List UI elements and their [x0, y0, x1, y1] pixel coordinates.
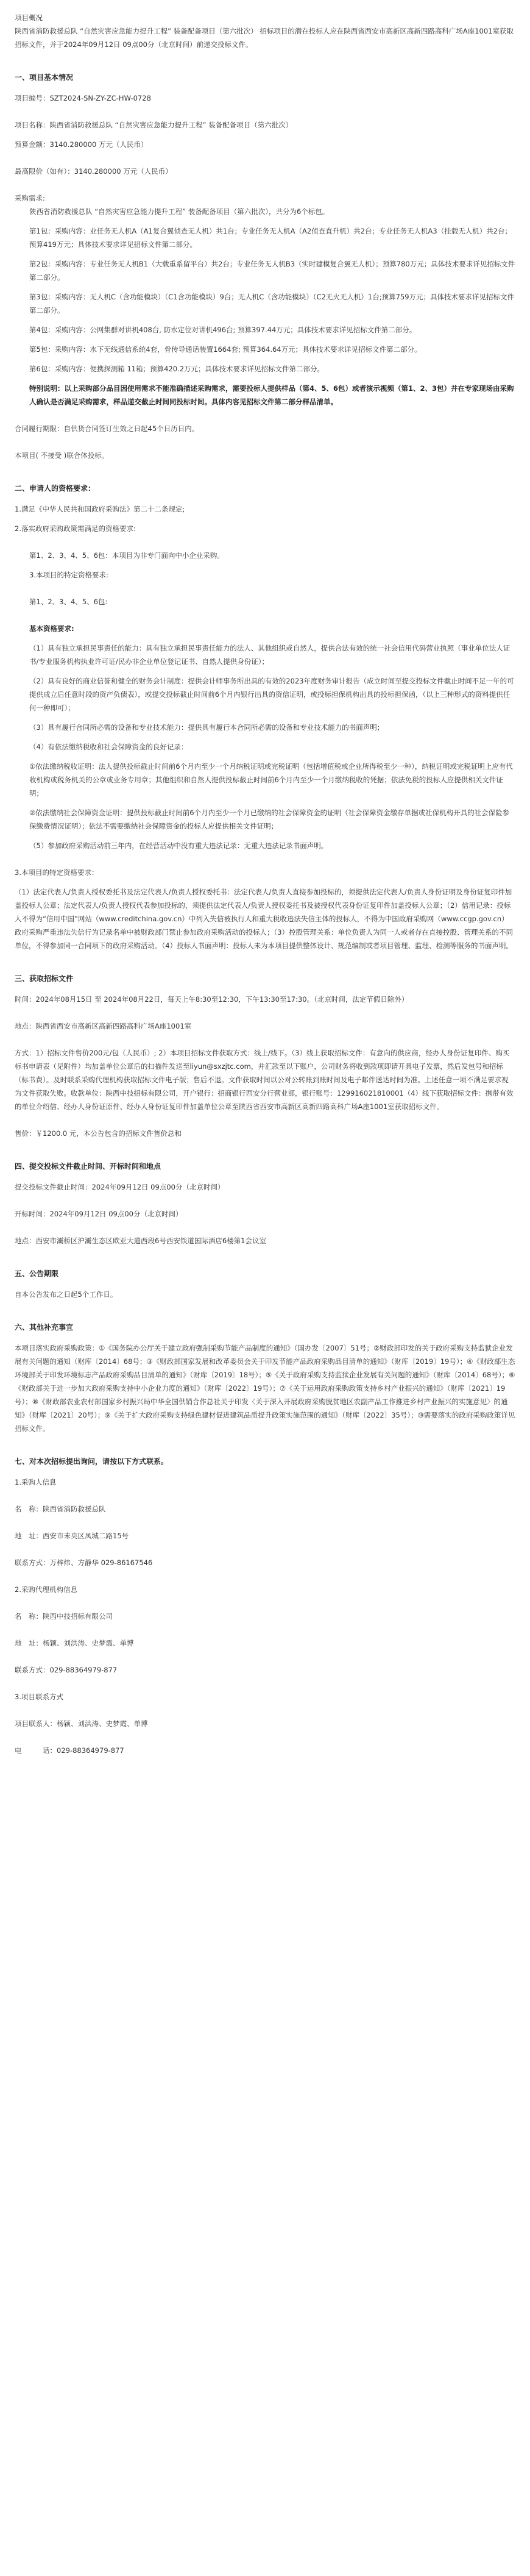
project-number: 项目编号：SZT2024-SN-ZY-ZC-HW-0728 — [15, 94, 151, 102]
overview-text: 陕西省消防救援总队 “自然灾害应急能力提升工程” 装备配备项目（第六批次） 招标项目的潜在投标人应在陕西省西安市高新区高新四路高科广场A座1001室获取招标文件，并于2024年09月12日 09点00分（北京时间）前递交投标文件。 — [15, 27, 514, 49]
budget-amount: 预算金额：3140.280000 万元（人民币） — [15, 140, 148, 149]
consortium-note: 本项目( 不接受 )联合体投标。 — [15, 451, 109, 460]
basic-requirement: （4）有依法缴纳税收和社会保障资金的良好记录： — [29, 743, 188, 751]
section-1-title: 一、项目基本情况 — [15, 73, 74, 82]
lot-6: 第6包：采购内容：便携探测箱 11箱；预算420.2万元；具体技术要求详见招标文件第二部分。 — [29, 365, 325, 373]
section-7-title: 七、对本次招标提出询问，请按以下方式联系。 — [15, 1457, 169, 1466]
agent-address: 地 址：杨颖、刘洪涛、史梦霞、单博 — [15, 1639, 134, 1647]
buyer-contact: 联系方式：万梓炜、方静华 029-86167546 — [15, 1558, 153, 1567]
requirements-intro: 陕西省消防救援总队 “自然灾害应急能力提升工程” 装备配备项目（第六批次），共分为6个标包。 — [29, 207, 330, 216]
opening-place: 地点：西安市灞桥区沪灞生态区欧亚大道西段6号西安铁道国际酒店6楼第1会议室 — [15, 1236, 266, 1245]
submission-deadline: 提交投标文件截止时间：2024年09月12日 09点00分（北京时间） — [15, 1183, 225, 1191]
policy-requirement: 第1、2、3、4、5、6包：本项目为非专门面向中小企业采购。 — [29, 551, 224, 560]
qualification-3: 3.本项目的特定资格要求: — [29, 571, 108, 579]
basic-requirement: ①依法缴纳税收证明：法人提供投标截止时间前6个月内至少一个月纳税证明或完税证明（包括增值税或企业所得税至少一种），纳税证明或完税证明上应有代收机构或税务机关的公章或业务专用章；其他组织和自然人提供投标截止时间前6个月内至少一个月缴纳税收的凭据；依法免税的投标人应提供相关文件证明； — [29, 762, 513, 797]
section-2-title: 二、申请人的资格要求： — [15, 484, 96, 493]
project-contact-phone: 电 话：029-88364979-877 — [15, 1746, 124, 1755]
notice-period: 自本公告发布之日起5个工作日。 — [15, 1290, 118, 1299]
basic-requirement: （5）参加政府采购活动前三年内，在经营活动中没有重大违法记录：无重大违法记录书面声明。 — [29, 841, 328, 850]
agent-info-title: 2.采购代理机构信息 — [15, 1585, 77, 1594]
section-4-title: 四、提交投标文件截止时间、开标时间和地点 — [15, 1162, 161, 1171]
special-note: 特别说明：以上采购部分品目因使用需求不能准确描述采购需求，需要投标人提供样品（第4、5、6包）或者演示视频（第1、2、3包）并在专家现场由采购人确认是否满足采购需求，样品递交截止时间同投标时间。具体内容见招标文件第二部分样品清单。 — [29, 384, 514, 406]
section-3-title: 三、获取招标文件 — [15, 974, 74, 983]
section-5-title: 五、公告期限 — [15, 1269, 59, 1278]
basic-requirement: （1）具有独立承担民事责任的能力：具有独立承担民事责任能力的法人、其他组织或自然人，提供合法有效的统一社会信用代码营业执照（事业单位法人证书/专业服务机构执业许可证/民办非企业单位登记证书、自然人提供身份证）； — [29, 644, 511, 666]
max-price: 最高限价（如有）：3140.280000 万元（人民币） — [15, 167, 172, 176]
project-name: 项目名称：陕西省消防救援总队 “自然灾害应急能力提升工程” 装备配备项目（第六批次） — [15, 121, 293, 129]
agent-contact: 联系方式：029-88364979-877 — [15, 1666, 118, 1674]
opening-time: 开标时间：2024年09月12日 09点00分（北京时间） — [15, 1210, 183, 1218]
project-contact-title: 3.项目联系方式 — [15, 1693, 63, 1701]
lot-1: 第1包：采购内容：业任务无人机A（A1复合翼侦查无人机）共1台；专业任务无人机A（A2侦查直升机）共2台；专业任务无人机A3（挂载无人机）共2台；预算419万元；具体技术要求详见招标文件第二部分。 — [29, 227, 512, 249]
buyer-address: 地 址：西安市未央区凤城二路15号 — [15, 1532, 129, 1540]
lot-3: 第3包：采购内容：无人机C（含功能模块）（C1含功能模块）9台；无人机C（含功能模块）（C2无火无人机）1台;预算759万元；具体技术要求详见招标文件第二部分。 — [29, 293, 515, 315]
basic-requirements-title: 基本资格要求: — [29, 624, 74, 633]
contract-term: 合同履行期限：自供货合同签订生效之日起45个日历日内。 — [15, 424, 199, 433]
section-6-title: 六、其他补充事宜 — [15, 1323, 74, 1332]
basic-requirement: （3）具有履行合同所必需的设备和专业技术能力：提供具有履行本合同所必需的设备和专业技术能力的书面声明； — [29, 723, 384, 732]
lot-2: 第2包：采购内容：专业任务无人机B1（大载重系留平台）共2台；专业任务无人机B3（实时建模复合翼无人机）；预算780万元；具体技术要求详见招标文件第二部分。 — [29, 260, 515, 282]
acquire-method: 方式：1）招标文件售价200元/包（人民币）; 2）本项目招标文件获取方式：线上/线下。（3）线上获取招标文件：有意向的供应商，经办人身份证复印件、购买标书申请表（见附件）均加盖单位公章后的扫描件发送至liyun@sxzjtc.com，并汇款至以下账户，公司财务将收到款项即请开具电子发票，然后发包号和招标（标书费）。及时联系采购代理机构获取招标文件电子版；售后不退。文件获取时间以公对公转账到账时间及电子邮件送达时间为准。上述任意一项不满足要求视为文件获取失败。收款单位：陕西中技招标有限公司，开户银行：招商银行西安分行营业部，银行账号：129916021810001（4）线下获取招标文件：携带有效的单位介绍信、经办人身份证原件、经办人身份证复印件加盖单位公章至陕西省西安市高新区高新四路高科广场A座1001室获取招标文件。 — [15, 1049, 514, 1111]
qualification-2: 2.落实政府采购政策需满足的资格要求: — [15, 524, 136, 533]
lot-5: 第5包：采购内容：水下无线通信系统4套，骨传导通话装置1664套; 预算364.64万元；具体技术要求详见招标文件第二部分。 — [29, 345, 422, 354]
acquire-time: 时间：2024年08月15日 至 2024年08月22日，每天上午8:30至12:30，下午13:30至17:30。（北京时间，法定节假日除外） — [15, 995, 409, 1004]
buyer-name: 名 称：陕西省消防救援总队 — [15, 1505, 106, 1513]
lots-line: 第1、2、3、4、5、6包: — [29, 598, 108, 606]
special-requirements-title: 3.本项目的特定资格要求： — [15, 868, 99, 877]
acquire-place: 地点：陕西省西安市高新区高新四路高科广场A座1001室 — [15, 1022, 192, 1030]
qualification-1: 1.满足《中华人民共和国政府采购法》第二十二条规定; — [15, 505, 185, 513]
lot-4: 第4包：采购内容：公网集群对讲机408台, 防水定位对讲机496台; 预算397.44万元；具体技术要求详见招标文件第二部分。 — [29, 326, 417, 334]
requirements-label: 采购需求: — [15, 194, 45, 202]
project-contact-name: 项目联系人：杨颖、刘洪涛、史梦霞、单博 — [15, 1719, 148, 1728]
basic-requirement: （2）具有良好的商业信誉和健全的财务会计制度：提供会计师事务所出具的有效的2023年度财务审计报告（成立时间至提交投标文件截止时间不足一年的可提供成立后任意时段的资产负债表），或提交投标截止时间前6个月内银行出具的资信证明，或投标担保机构出具的投标担保函，（以上三种形式的资料提供任何一种即可）； — [29, 677, 514, 712]
buyer-info-title: 1.采购人信息 — [15, 1478, 57, 1486]
special-requirements-text: （1）法定代表人/负责人授权委托书及法定代表人/负责人授权委托书：法定代表人/负责人直接参加投标的，须提供法定代表人/负责人身份证明及身份证复印件加盖投标人公章；法定代表人/负责人授权代表参加投标的，须提供法定代表人/负责人授权委托书及被授权代表身份证复印件加盖投标人公章；（2）信用记录：投标人不得为“信用中国”网站（www.creditchina.gov.cn）中列入失信被执行人和重大税收违法失信主体的投标人，不得为中国政府采购网（www.ccgp.gov.cn）政府采购严重违法失信行为记录名单中被财政部门禁止参加政府采购活动的投标人；（3）控股管理关系：单位负责人为同一人或者存在直接控股、管理关系的不同单位，不得参加同一合同项下的政府采购活动。（4）投标人书面声明：投标人未为本项目提供整体设计、规范编制或者项目管理、监理、检测等服务的书面声明。 — [15, 888, 514, 950]
document-price: 售价：￥1200.0 元，本公告包含的招标文件售价总和 — [15, 1129, 182, 1138]
basic-requirement: ②依法缴纳社会保障资金证明：提供投标截止时间前6个月内至少一个月已缴纳的社会保障资金的证明（社会保障资金缴存单据或社保机构开具的社会保险参保缴费情况证明）；依法不需要缴纳社会保障资金的投标人应提供相关文件证明； — [29, 808, 510, 830]
overview-heading: 项目概况 — [15, 13, 43, 22]
agent-name: 名 称：陕西中技招标有限公司 — [15, 1612, 113, 1621]
supplementary-text: 本项目落实政府采购政策：①《国务院办公厅关于建立政府强制采购节能产品制度的通知》（国办发〔2007〕51号；②财政部印发的关于政府采购支持监狱企业发展有关问题的通知（财库〔2014〕68号；③《财政部国家发展和改革委员会关于印发节能产品政府采购品目清单的通知》（财库〔2019〕19号）；④《财政部生态环境部关于印发环境标志产品政府采购品目清单的通知》（财库〔2019〕18号）；⑤《关于政府采购支持监狱企业发展有关问题的通知》（财库〔2014〕68号）；⑥《财政部关于进一步加大政府采购支持中小企业力度的通知》（财库〔2022〕19号）；⑦《关于运用政府采购政策支持乡村产业振兴的通知》（财库〔2021〕19号）；⑧《财政部农业农村部国家乡村振兴局中华全国供销合作总社关于印发〈关于深入开展政府采购脱贫地区农副产品工作推进乡村产业振兴的实施意见〉的通知》（财库〔2021〕20号）；⑨《关于扩大政府采购支持绿色建材促进建筑品质提升政策实施范围的通知》（财库〔2022〕35号）；⑩需要落实的政府采购政策详见招标文件。 — [15, 1344, 515, 1433]
